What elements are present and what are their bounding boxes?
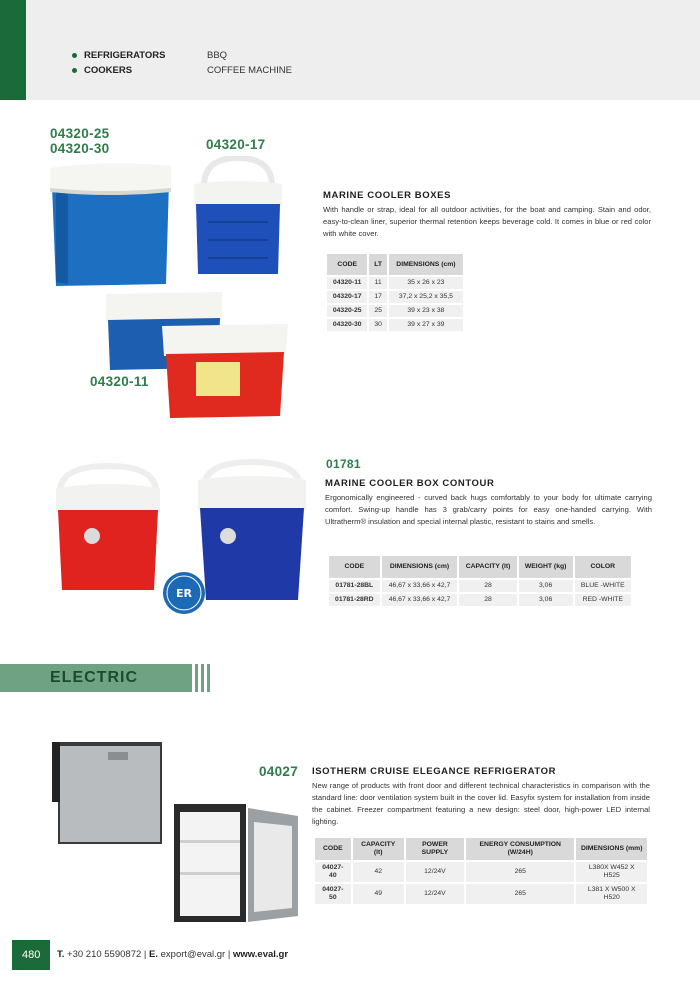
table-row: [329, 580, 631, 592]
table-cell: L380X W452 X H525: [576, 862, 647, 882]
table-header: WEIGHT (kg): [519, 556, 573, 578]
code-01781: 01781: [326, 457, 361, 471]
separator: |: [143, 949, 147, 960]
table-cell: 39 x 27 x 39: [389, 319, 463, 331]
table-cell: 04320-30: [327, 319, 367, 331]
badge-label: ER: [176, 587, 192, 600]
table-cell: 3,06: [519, 594, 573, 606]
cooler-image-red: [160, 322, 290, 420]
table-cell: 42: [353, 862, 404, 882]
table-row: [315, 884, 647, 904]
brand-strip: [0, 0, 26, 100]
product-title: ISOTHERM CRUISE ELEGANCE REFRIGERATOR: [312, 766, 557, 777]
product-description: With handle or strap, ideal for all outdoor activities, for the boat and camping. Stain and odor, easy-to-clean liner, superior thermal retention keeps beverage cold. It comes in blue or red color with white cover.: [323, 205, 651, 238]
stripe: [207, 664, 210, 692]
nav-item-cookers[interactable]: [72, 63, 165, 78]
product-title: MARINE COOLER BOX CONTOUR: [325, 478, 495, 489]
page-number: 480: [12, 940, 50, 970]
band-stripes: [195, 664, 210, 692]
table-cell: 17: [369, 291, 386, 303]
stripe: [201, 664, 204, 692]
table-cell: 25: [369, 305, 386, 317]
cooler-image-blue-handle: [190, 156, 286, 278]
marine-cooler-boxes: [323, 190, 651, 240]
marine-cooler-box-contour: [325, 478, 652, 528]
cooler-image-contour-red: [52, 462, 164, 594]
table-cell: 04027-50: [315, 884, 351, 904]
product-title: MARINE COOLER BOXES: [323, 190, 452, 201]
table-cell: L381 X W500 X H520: [576, 884, 647, 904]
footer-contact: [57, 949, 288, 960]
table-cell: 28: [459, 594, 516, 606]
table-header: CODE: [315, 838, 351, 860]
table-cell: 265: [466, 884, 574, 904]
table-header-row: [329, 556, 631, 578]
phone-number[interactable]: +30 210 5590872: [67, 949, 142, 960]
code-04320-17: 04320-17: [206, 137, 266, 152]
table-cell: 04320-25: [327, 305, 367, 317]
table-cell: 39 x 23 x 38: [389, 305, 463, 317]
fridge-image-open: [170, 800, 302, 926]
table-cell: 3,06: [519, 580, 573, 592]
product-description: Ergonomically engineered - curved back hugs comfortably to your body for ultimate carrying comfort. Swing-up handle has 3 grab/carry points for easy one-handed carrying. With Ultratherm® insulation and special internal plastic, resistant to stains and smells.: [325, 493, 652, 526]
table-cell: 49: [353, 884, 404, 904]
table-header: POWER SUPPLY: [406, 838, 464, 860]
nav-item-bbq[interactable]: BBQ: [207, 50, 228, 61]
table-cell: 28: [459, 580, 516, 592]
table-row: [327, 319, 463, 331]
table-header: LT: [369, 254, 386, 275]
table-header: DIMENSIONS (cm): [382, 556, 458, 578]
code-04320-30: 04320-30: [50, 141, 110, 156]
table-cell: 35 x 26 x 23: [389, 277, 463, 289]
table-cell: 04027-40: [315, 862, 351, 882]
table-cell: 46,67 x 33,66 x 42,7: [382, 594, 458, 606]
bullet-icon: [72, 53, 77, 58]
table-header: CODE: [329, 556, 380, 578]
fridge-image-closed: [52, 740, 164, 846]
table-cell: BLUE -WHITE: [575, 580, 631, 592]
table-header-row: [315, 838, 647, 860]
table-header: COLOR: [575, 556, 631, 578]
email-label: E.: [149, 949, 158, 960]
spec-table-contour: [327, 554, 633, 608]
table-row: [315, 862, 647, 882]
table-row: [327, 305, 463, 317]
code-04027: 04027: [259, 764, 299, 779]
table-header-row: [327, 254, 463, 275]
section-title: ELECTRIC: [50, 669, 138, 686]
table-row: [327, 291, 463, 303]
table-header: CAPACITY (lt): [459, 556, 516, 578]
table-cell: 12/24V: [406, 884, 464, 904]
product-description: New range of products with front door and different technical characteristics in comparison with the standard line: door ventilation system built in the cover lid. Easyfix system for installation from inside the cabinet. Freezer compartment featuring a new design: steel door, high-power LED internal lighting.: [312, 781, 650, 826]
nav-label: REFRIGERATORS: [84, 50, 166, 61]
nav-label: COOKERS: [84, 65, 133, 76]
separator: |: [227, 949, 231, 960]
stripe: [195, 664, 198, 692]
phone-label: T.: [57, 949, 65, 960]
table-header: CAPACITY (lt): [353, 838, 404, 860]
table-cell: 01781-28RD: [329, 594, 380, 606]
nav-item-coffee-machine[interactable]: COFFEE MACHINE: [207, 65, 292, 76]
table-cell: 30: [369, 319, 386, 331]
spec-table-isotherm: [313, 836, 649, 906]
table-cell: RED -WHITE: [575, 594, 631, 606]
table-header: DIMENSIONS (mm): [576, 838, 647, 860]
website-link[interactable]: www.eval.gr: [232, 949, 289, 960]
email-link[interactable]: export@eval.gr: [160, 949, 226, 960]
table-cell: 46,67 x 33,66 x 42,7: [382, 580, 458, 592]
table-cell: 265: [466, 862, 574, 882]
code-04320-25: 04320-25: [50, 126, 110, 141]
nav-right: [207, 48, 292, 78]
bullet-icon: [72, 68, 77, 73]
nav-item-refrigerators[interactable]: [72, 48, 165, 63]
section-band-electric: [0, 664, 192, 692]
cooler-image-contour-blue: [194, 458, 310, 604]
table-row: [329, 594, 631, 606]
cooler-image-blue-large: [48, 160, 173, 288]
table-cell: 04320-11: [327, 277, 367, 289]
spec-table-marine-boxes: [325, 252, 465, 333]
table-header: ENERGY CONSUMPTION (W/24H): [466, 838, 574, 860]
code-04320-11: 04320-11: [90, 374, 149, 389]
table-cell: 12/24V: [406, 862, 464, 882]
table-cell: 01781-28BL: [329, 580, 380, 592]
table-header: CODE: [327, 254, 367, 275]
table-cell: 04320-17: [327, 291, 367, 303]
table-header: DIMENSIONS (cm): [389, 254, 463, 275]
table-cell: 11: [369, 277, 386, 289]
isotherm-cruise-elegance: [312, 766, 650, 828]
table-row: [327, 277, 463, 289]
nav-left: [72, 48, 165, 78]
table-cell: 37,2 x 25,2 x 35,5: [389, 291, 463, 303]
